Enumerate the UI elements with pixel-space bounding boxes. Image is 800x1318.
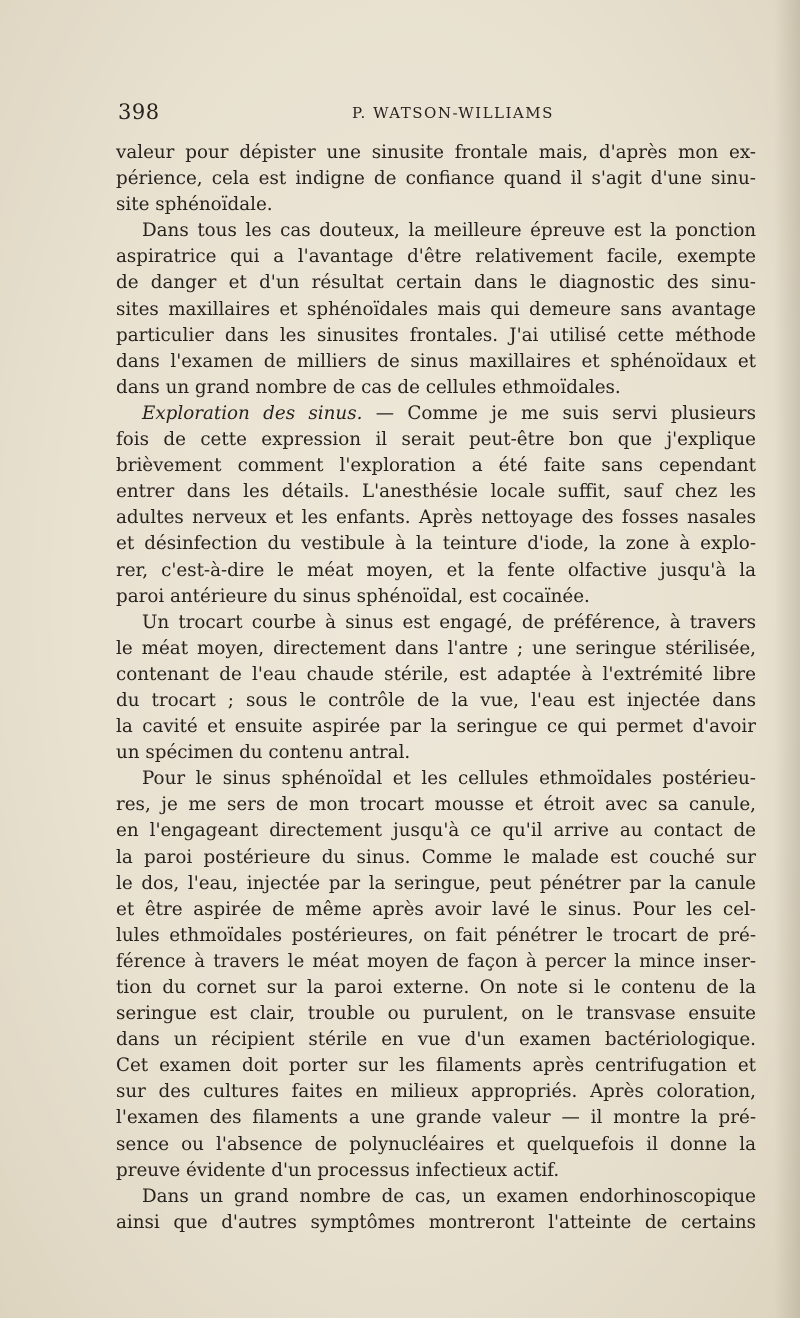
text-line: seringue est clair, trouble ou purulent, on le transvase ensuite: [116, 1003, 756, 1025]
text-line: lules ethmoïdales postérieures, on fait pénétrer le trocart de pré-: [116, 924, 756, 946]
text-line: périence, cela est indigne de confiance quand il s'agit d'une sinu-: [116, 168, 756, 190]
text-line: le méat moyen, directement dans l'antre ; une seringue stérilisée,: [116, 637, 756, 659]
text-line: et être aspirée de même après avoir lavé le sinus. Pour les cel-: [116, 898, 756, 920]
text-line: preuve évidente d'un processus infectieux actif.: [116, 1159, 560, 1181]
text-line: fois de cette expression il serait peut-être bon que j'explique: [116, 429, 756, 451]
text-line: tion du cornet sur la paroi externe. On note si le contenu de la: [116, 977, 756, 998]
text-line: particulier dans les sinusites frontales. J'ai utilisé cette méthode: [116, 324, 756, 346]
text-line: le dos, l'eau, injectée par la seringue, peut pénétrer par la canule: [116, 872, 756, 894]
running-head: P. WATSON-WILLIAMS: [352, 104, 554, 122]
text-line: Dans tous les cas douteux, la meilleure épreuve est la ponction: [142, 220, 756, 242]
text-line: brièvement comment l'exploration a été faite sans cependant: [116, 455, 756, 477]
text-line: sur des cultures faites en milieux appropriés. Après coloration,: [116, 1081, 756, 1103]
text-line: du trocart ; sous le contrôle de la vue, l'eau est injectée dans: [116, 689, 756, 711]
text-line: aspiratrice qui a l'avantage d'être relativement facile, exempte: [116, 246, 756, 268]
text-line: la paroi postérieure du sinus. Comme le malade est couché sur: [116, 846, 756, 868]
text-line: site sphénoïdale.: [116, 194, 273, 216]
text-line: adultes nerveux et les enfants. Après nettoyage des fosses nasales: [116, 507, 756, 529]
page-number: 398: [118, 100, 160, 124]
text-line: ainsi que d'autres symptômes montreront l'atteinte de certains: [116, 1211, 756, 1233]
text-line: Pour le sinus sphénoïdal et les cellules ethmoïdales postérieu-: [142, 768, 756, 790]
text-line: un spécimen du contenu antral.: [116, 742, 411, 764]
page-header: [116, 100, 756, 130]
text-line: et désinfection du vestibule à la teinture d'iode, la zone à explo-: [116, 533, 756, 555]
text-line: dans un grand nombre de cas de cellules ethmoïdales.: [116, 376, 621, 398]
text-line: férence à travers le méat moyen de façon à percer la mince inser-: [116, 950, 756, 972]
text-line: dans un récipient stérile en vue d'un examen bactériologique.: [116, 1029, 756, 1051]
text-line: Cet examen doit porter sur les filaments après centrifugation et: [116, 1055, 756, 1077]
text-line: l'examen des filaments a une grande valeur — il montre la pré-: [116, 1107, 756, 1129]
body-text: [116, 140, 756, 1236]
text-line: sites maxillaires et sphénoïdales mais qui demeure sans avantage: [116, 298, 756, 320]
text-line-exploration: [116, 401, 756, 427]
text-line: de danger et d'un résultat certain dans le diagnostic des sinu-: [116, 272, 756, 294]
text-line: res, je me sers de mon trocart mousse et étroit avec sa canule,: [116, 794, 756, 816]
text-line: rer, c'est-à-dire le méat moyen, et la fente olfactive jusqu'à la: [116, 559, 756, 581]
text-line: paroi antérieure du sinus sphénoïdal, est cocaïnée.: [116, 585, 590, 607]
text-line: entrer dans les détails. L'anesthésie locale suffit, sauf chez les: [116, 481, 756, 503]
text-line: contenant de l'eau chaude stérile, est adaptée à l'extrémité libre: [116, 663, 756, 685]
text-line: en l'engageant directement jusqu'à ce qu'il arrive au contact de: [116, 820, 756, 842]
section-heading-rest: — Comme je me suis servi plusieurs: [362, 402, 756, 424]
text-line: la cavité et ensuite aspirée par la seringue ce qui permet d'avoir: [116, 716, 756, 738]
text-line: valeur pour dépister une sinusite frontale mais, d'après mon ex-: [116, 142, 756, 163]
page-edge-shadow: [774, 0, 800, 1318]
text-line: dans l'examen de milliers de sinus maxillaires et sphénoïdaux et: [116, 350, 756, 372]
text-line: sence ou l'absence de polynucléaires et quelquefois il donne la: [116, 1133, 756, 1155]
text-line: Dans un grand nombre de cas, un examen endorhinoscopique: [142, 1185, 756, 1207]
text-line: Un trocart courbe à sinus est engagé, de préférence, à travers: [142, 611, 756, 633]
section-heading-exploration: Exploration des sinus.: [142, 402, 363, 424]
